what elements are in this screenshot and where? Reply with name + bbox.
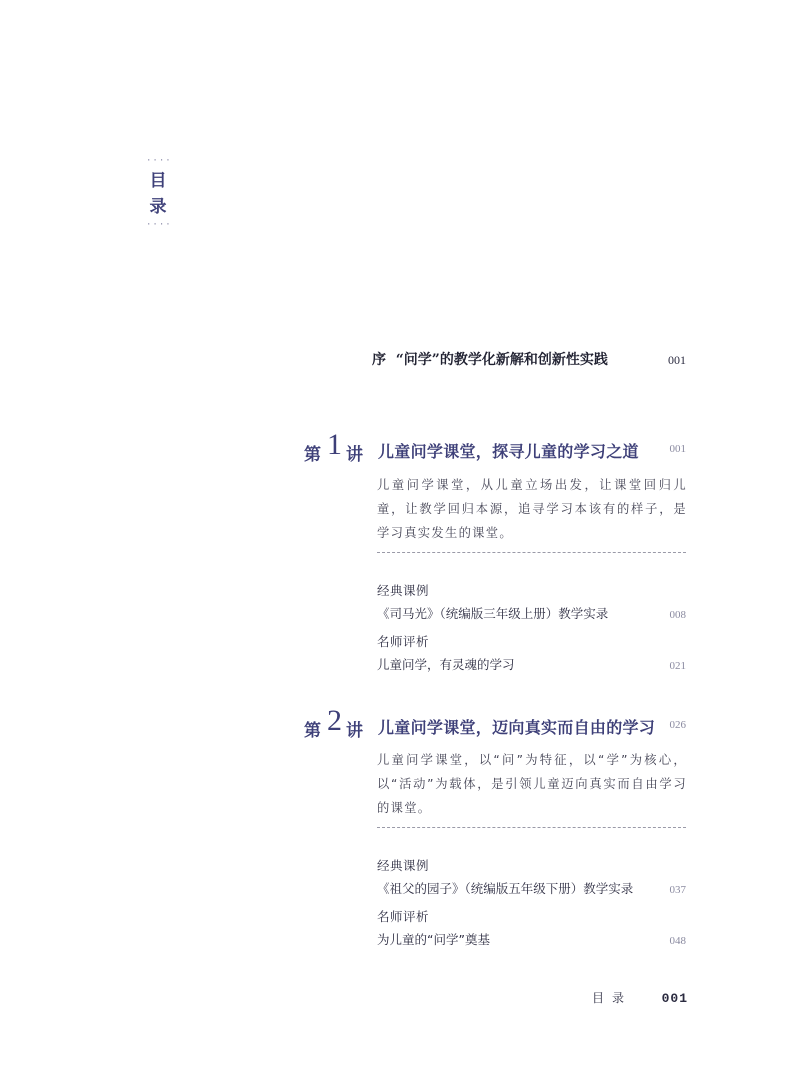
toc-entry-preface[interactable] [372,349,686,369]
lecture-page: 001 [669,443,686,455]
case-title: 《祖父的园子》（统编版五年级下册）教学实录 [377,881,634,896]
review-title: 儿童问学，有灵魂的学习 [377,657,515,672]
dashed-divider [377,552,686,553]
dashed-divider [377,827,686,828]
lecture-page: 026 [669,719,686,731]
decorative-dots-top: ···· [146,156,172,166]
lecture-description: 儿童问学课堂，以“问”为特征，以“学”为核心，以“活动”为载体，是引领儿童迈向真实而自由学习的课堂。 [377,753,687,815]
lecture-heading[interactable] [304,706,686,742]
decorative-dots-bottom: ···· [146,220,172,230]
lecture-title: 儿童问学课堂，迈向真实而自由的学习 [378,718,656,737]
lecture-title: 儿童问学课堂，探寻儿童的学习之道 [378,442,639,461]
review-label: 名师评析 [377,909,430,924]
review-label: 名师评析 [377,634,430,649]
case-page: 008 [669,609,686,621]
toc-entry-review[interactable] [377,655,686,673]
lecture-suffix: 讲 [346,445,363,465]
heading-char-2: 录 [149,197,167,217]
toc-entry-review[interactable] [377,930,686,948]
review-page: 048 [669,935,686,947]
case-title: 《司马光》（统编版三年级上册）教学实录 [377,606,609,621]
lecture-number: 2 [327,704,342,737]
toc-side-heading [146,156,170,232]
review-page: 021 [669,660,686,672]
lecture-heading[interactable] [304,430,686,466]
case-page: 037 [669,884,686,896]
preface-page: 001 [668,353,686,367]
toc-entry-case[interactable] [377,879,686,897]
lecture-prefix: 第 [304,721,321,741]
case-label: 经典课例 [377,858,430,873]
preface-title: 序 “问学”的教学化新解和创新性实践 [372,352,608,368]
lecture-suffix: 讲 [346,721,363,741]
lecture-description: 儿童问学课堂，从儿童立场出发，让课堂回归儿童，让教学回归本源，追寻学习本该有的样子，是学习真实发生的课堂。 [377,478,687,540]
heading-char-1: 目 [149,171,167,191]
lecture-prefix: 第 [304,445,321,465]
footer-page-number: 001 [661,991,688,1006]
footer-section-label: 目录 [592,991,633,1005]
lecture-number: 1 [327,428,342,461]
review-title: 为儿童的“问学”奠基 [377,932,490,947]
toc-entry-case[interactable] [377,604,686,622]
case-label: 经典课例 [377,583,430,598]
page-footer [592,989,688,1006]
